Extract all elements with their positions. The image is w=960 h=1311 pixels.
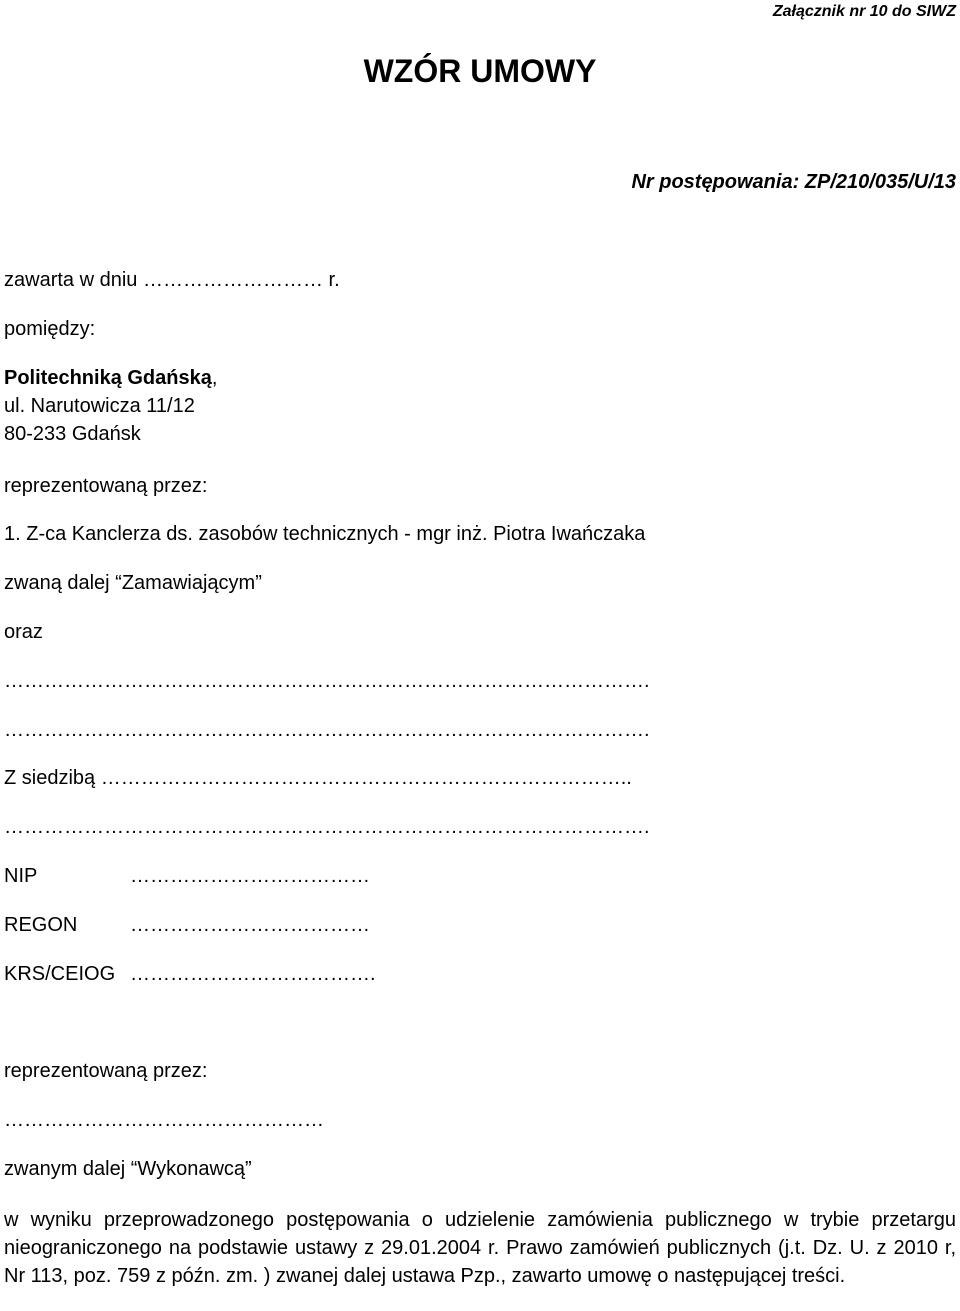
party2-called: zwanym dalej “Wykonawcą” (4, 1158, 252, 1180)
party2-blank-1: ……………………………………………………………………………………. (4, 670, 650, 692)
annex-label: Załącznik nr 10 do SIWZ (772, 3, 956, 20)
document-title: WZÓR UMOWY (363, 53, 597, 89)
closing-paragraph: w wyniku przeprowadzonego postępowania o udzielenie zamówienia publicznego w trybie przetargu nieograniczonego na podstawie ustawy z 29.01.2004 r. Prawo zamówień publicznych (j.t. Dz. U. z 2010 r, Nr 113, poz. 759 z późn. zm. ) zwanej dalej ustawa Pzp., zawarto umowę o następującej treści. (4, 1209, 956, 1287)
nip-label: NIP (4, 865, 38, 887)
party2-blank-2: ……………………………………………………………………………………. (4, 719, 650, 741)
between-label: pomiędzy: (4, 318, 96, 340)
party1-name-suffix: , (211, 367, 218, 389)
concluded-on-line: zawarta w dniu ……………………… r. (4, 269, 340, 291)
regon-label: REGON (4, 914, 78, 936)
regon-value: ……………………………… (130, 914, 370, 936)
party2-seat: Z siedzibą …………………………………………………………………….. (4, 767, 632, 789)
nip-value: ……………………………… (130, 865, 370, 887)
krs-value: ………………………………. (130, 963, 376, 985)
krs-label: KRS/CEIOG (4, 963, 116, 985)
party2-blank-3: ……………………………………………………………………………………. (4, 816, 650, 838)
party1-represented-by: reprezentowaną przez: (4, 475, 208, 497)
party1-city: 80-233 Gdańsk (4, 423, 141, 445)
party1-representative: 1. Z-ca Kanclerza ds. zasobów technicznych - mgr inż. Piotra Iwańczaka (4, 523, 646, 545)
party1-name-line (4, 366, 217, 390)
and-label: oraz (4, 621, 43, 643)
party2-represented-by: reprezentowaną przez: (4, 1060, 208, 1082)
party2-representative: ………………………………………… (4, 1109, 324, 1131)
procedure-number: Nr postępowania: ZP/210/035/U/13 (631, 171, 956, 193)
party1-name: Politechniką Gdańską (4, 367, 212, 389)
party1-street: ul. Narutowicza 11/12 (4, 395, 195, 417)
party1-called: zwaną dalej “Zamawiającym” (4, 572, 262, 594)
